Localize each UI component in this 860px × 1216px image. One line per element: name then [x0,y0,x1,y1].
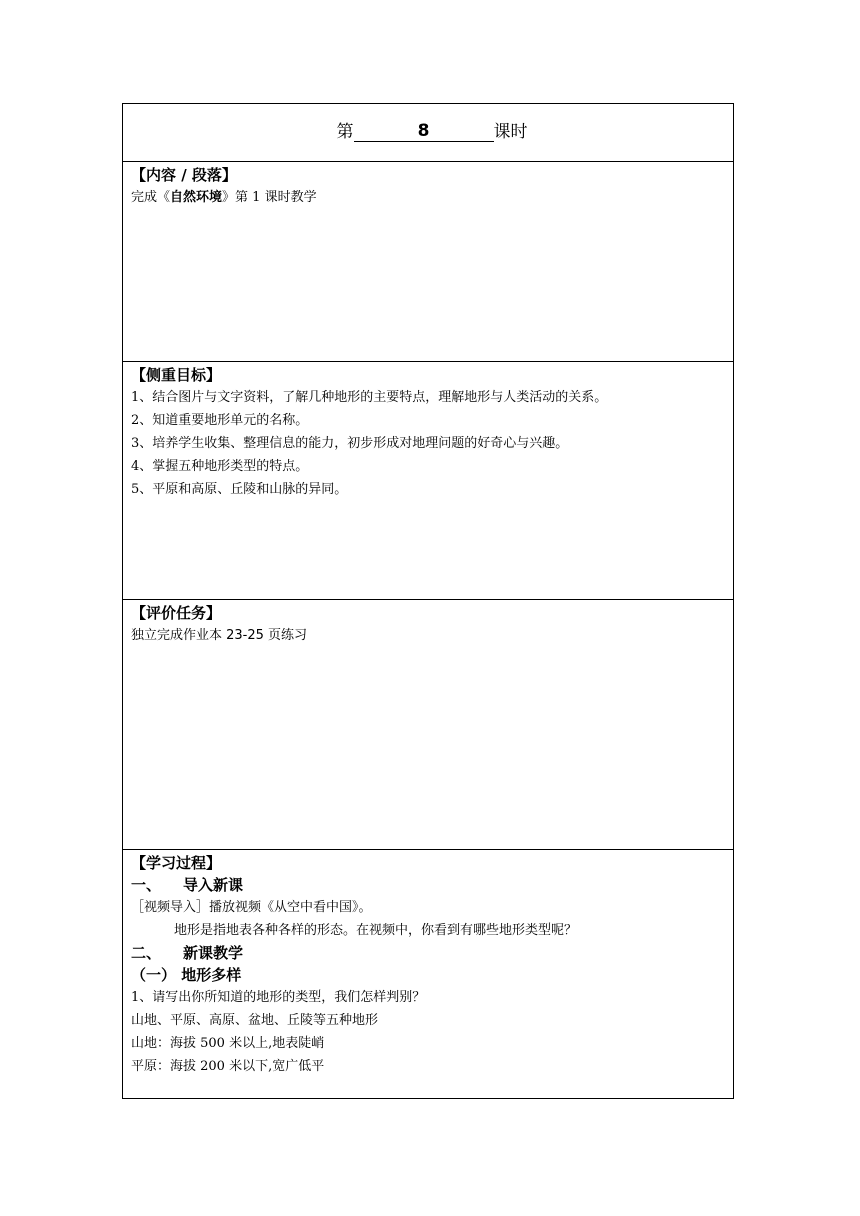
evaluation-section [123,600,733,850]
evaluation-text: 独立完成作业本 23-25 页练习 [131,628,308,643]
content-heading: 【内容 / 段落】 [131,166,237,184]
process-line: 山地：海拔 500 米以上,地表陡峭 [131,1036,325,1051]
objectives-section [123,362,733,600]
lesson-title [123,117,733,143]
objective-item: 2、知道重要地形单元的名称。 [131,413,309,428]
objective-item: 4、掌握五种地形类型的特点。 [131,459,309,474]
title-suffix: 课时 [493,122,528,142]
objective-item: 1、结合图片与文字资料，了解几种地形的主要特点，理解地形与人类活动的关系。 [131,390,608,405]
content-text-bold: 自然环境 [170,190,223,205]
content-text: 完成《自然环境》第 1 课时教学 [131,190,317,205]
lesson-title-row [123,104,733,162]
evaluation-heading: 【评价任务】 [131,604,222,622]
process-line: 平原：海拔 200 米以下,宽广低平 [131,1059,325,1074]
process-line: 1、请写出你所知道的地形的类型，我们怎样判别？ [131,990,426,1005]
video-line: ［视频导入］播放视频《从空中看中国》。 [131,900,372,915]
subsection-heading: （一） 地形多样 [131,966,242,984]
process-line: 山地、平原、高原、盆地、丘陵等五种地形 [131,1013,379,1028]
objective-item: 5、平原和高原、丘陵和山脉的异同。 [131,482,348,497]
objective-item: 3、培养学生收集、整理信息的能力，初步形成对地理问题的好奇心与兴趣。 [131,436,569,451]
process-heading: 【学习过程】 [131,854,222,872]
objectives-heading: 【侧重目标】 [131,366,222,384]
title-prefix: 第 [336,122,354,142]
content-section [123,162,733,362]
video-description: 地形是指地表各种各样的形态。在视频中，你看到有哪些地形类型呢？ [174,923,578,938]
part2-heading: 二、 新课教学 [131,944,244,962]
part1-heading: 一、 导入新课 [131,876,244,894]
lesson-plan-table [122,103,734,1099]
lesson-number: 8 [354,121,494,142]
process-section [123,850,733,1098]
